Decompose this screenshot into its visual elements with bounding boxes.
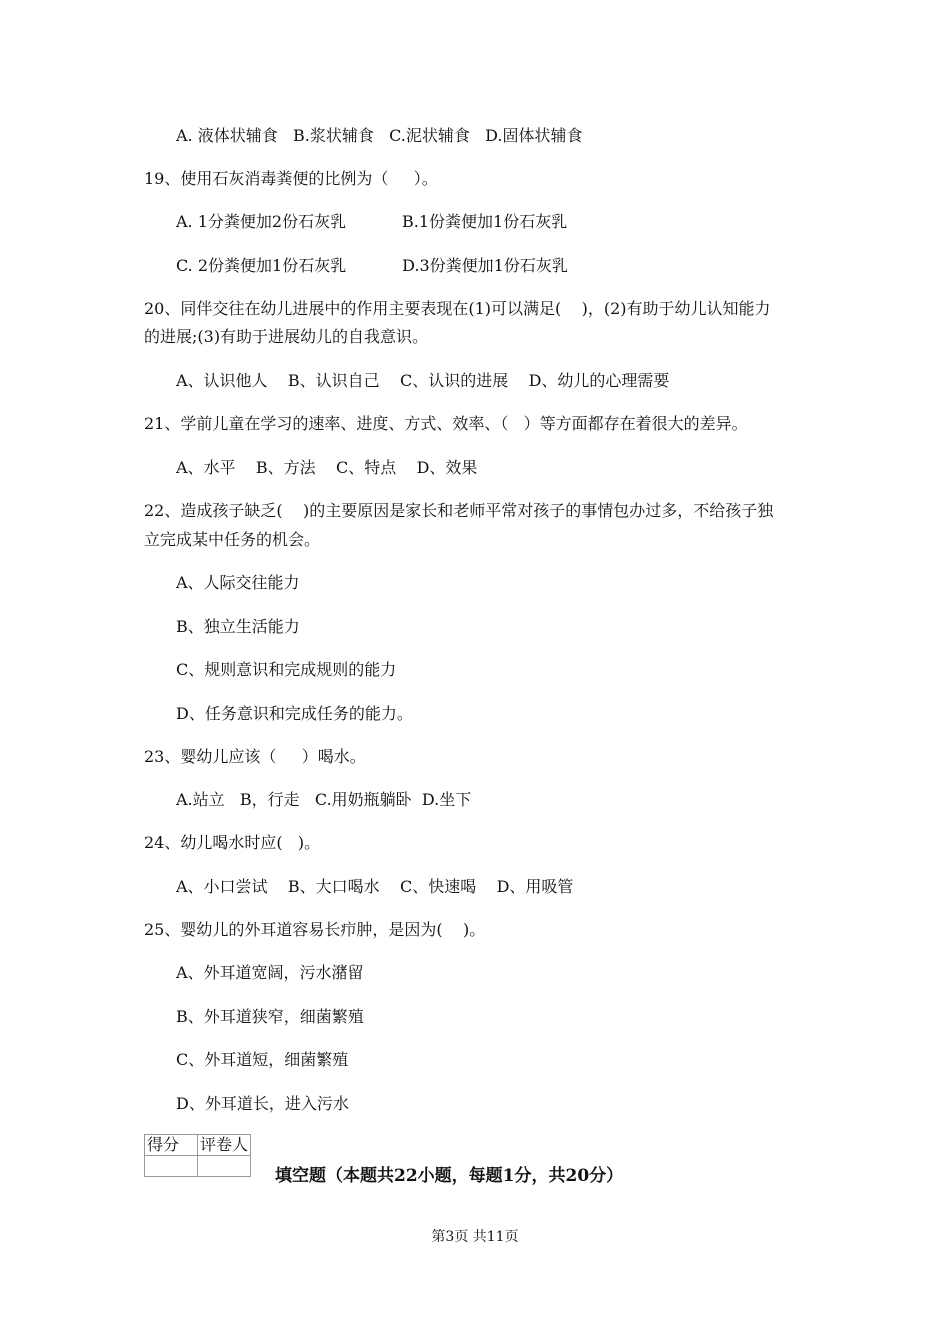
q18-options: A. 液体状辅食 B.浆状辅食 C.泥状辅食 D.固体状辅食	[176, 126, 583, 145]
q23-options: A.站立 B，行走 C.用奶瓶躺卧 D.坐下	[176, 790, 472, 809]
q19-options-cd: C. 2份粪便加1份石灰乳 D.3份粪便加1份石灰乳	[176, 256, 568, 275]
q24-options: A、小口尝试 B、大口喝水 C、快速喝 D、用吸管	[176, 877, 574, 896]
q22-option-b: B、独立生活能力	[176, 617, 300, 636]
score-table	[144, 1134, 251, 1177]
score-cell	[145, 1156, 198, 1177]
q20-options: A、认识他人 B、认识自己 C、认识的进展 D、幼儿的心理需要	[176, 371, 670, 390]
question-20-line1: 20、同伴交往在幼儿进展中的作用主要表现在(1)可以满足( )，(2)有助于幼儿认知能力	[144, 299, 771, 318]
q19-options-ab: A. 1分粪便加2份石灰乳 B.1份粪便加1份石灰乳	[176, 212, 568, 231]
question-21: 21、学前儿童在学习的速率、进度、方式、效率、（ ）等方面都存在着很大的差异。	[144, 414, 748, 433]
grader-cell	[198, 1156, 251, 1177]
q25-option-a: A、外耳道宽阔，污水潴留	[176, 963, 364, 982]
question-24: 24、幼儿喝水时应( )。	[144, 833, 321, 852]
q21-options: A、水平 B、方法 C、特点 D、效果	[176, 458, 478, 477]
section-title: 填空题（本题共22小题，每题1分，共20分）	[275, 1166, 624, 1186]
question-22-line2: 立完成某中任务的机会。	[144, 530, 321, 549]
q22-option-a: A、人际交往能力	[176, 573, 300, 592]
grader-label: 评卷人	[198, 1135, 251, 1156]
question-20-line2: 的进展;(3)有助于进展幼儿的自我意识。	[144, 327, 429, 346]
q25-option-b: B、外耳道狭窄，细菌繁殖	[176, 1007, 364, 1026]
q22-option-c: C、规则意识和完成规则的能力	[176, 660, 397, 679]
question-19: 19、使用石灰消毒粪便的比例为（ ）。	[144, 169, 438, 188]
score-label: 得分	[145, 1135, 198, 1156]
question-22-line1: 22、造成孩子缺乏( )的主要原因是家长和老师平常对孩子的事情包办过多，不给孩子独	[144, 501, 774, 520]
page-footer: 第3页 共11页	[431, 1229, 519, 1245]
q22-option-d: D、任务意识和完成任务的能力。	[176, 704, 413, 723]
question-23: 23、婴幼儿应该（ ）喝水。	[144, 747, 366, 766]
q25-option-d: D、外耳道长，进入污水	[176, 1094, 349, 1113]
q25-option-c: C、外耳道短，细菌繁殖	[176, 1050, 349, 1069]
question-25: 25、婴幼儿的外耳道容易长疖肿，是因为( )。	[144, 920, 486, 939]
